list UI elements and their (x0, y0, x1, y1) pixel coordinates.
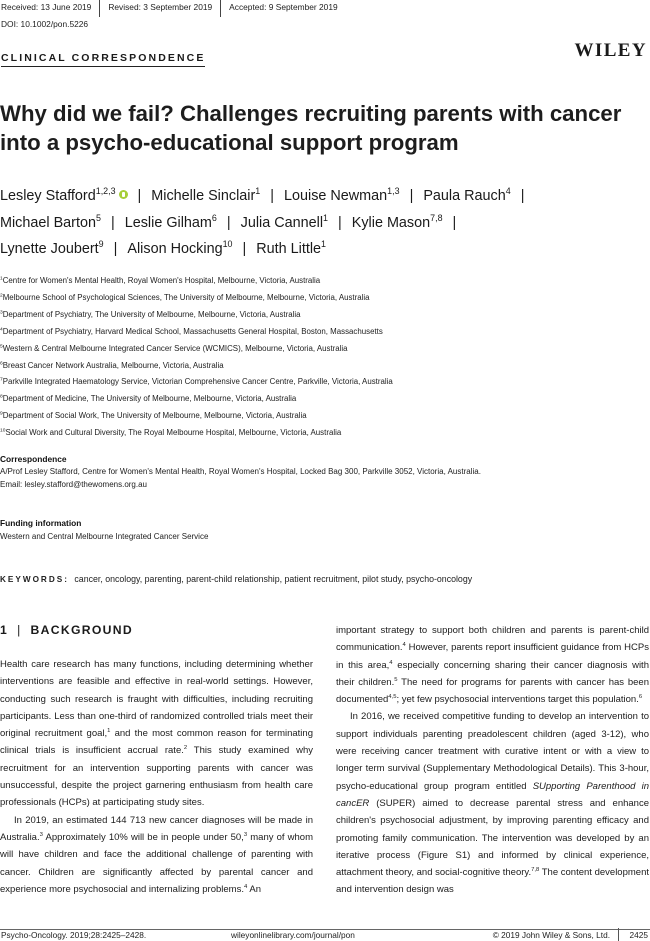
revised-date: Revised: 3 September 2019 (100, 0, 221, 17)
affiliation: $^7$Parkville Integrated Haematology Service, Victorian Comprehensive Cancer Centre, Parkville, Victoria, Australia (0, 377, 393, 387)
section-heading: 1 | BACKGROUND (0, 623, 133, 637)
correspondence-block (0, 453, 646, 491)
author[interactable]: Louise Newman$^{1,3}$ (283, 186, 400, 204)
affiliation: $^2$Melbourne School of Psychological Sciences, The University of Melbourne, Melbourne, Victoria, Australia (0, 292, 370, 302)
paragraph: In 2016, we received competitive funding to develop an intervention to support individuals parenting preadolescent children (aged 3-12), who were receiving cancer treatment with curative intent or with a view to longer term survival (Supplementary Methodological Details). This 3-hour, psycho-educational group program entitled SUpporting Parenthood in cancER (SUPER) aimed to decrease parental stress and enhance children's psychosocial adjustment, by improving parenting efficacy and promoting family communication. The intervention was developed by an iterative process (Figure S1) and informed by clinical experience, attachment theory, and social-cognitive theory.$^{7,8}$ The content development and intervention design was (336, 711, 649, 896)
article-title: Why did we fail? Challenges recruiting parents with cancer into a psycho-educational support program (0, 101, 622, 155)
correspondence-heading: Correspondence (0, 454, 67, 464)
dates-bar (0, 0, 346, 17)
author[interactable]: Leslie Gilham$^6$ (124, 212, 217, 231)
author[interactable]: Lesley Stafford$^{1,2,3}$ (0, 188, 128, 204)
journal-citation: Psycho-Oncology. 2019;28:2425–2428. (1, 930, 147, 940)
publisher-logo: WILEY (574, 40, 647, 61)
author[interactable]: Alison Hocking$^{10}$ (127, 239, 233, 257)
author-separator: | (113, 241, 118, 257)
author[interactable]: Kylie Mason$^{7,8}$ (351, 212, 443, 231)
affiliation-list (0, 273, 646, 442)
author-separator: | (137, 188, 142, 204)
affiliation: $^1$Centre for Women's Mental Health, Royal Women's Hospital, Melbourne, Victoria, Australia (0, 276, 321, 285)
author[interactable]: Ruth Little$^1$ (256, 239, 327, 257)
affiliation: $^4$Department of Psychiatry, Harvard Medical School, Massachusetts General Hospital, Boston, Massachusetts (0, 326, 383, 336)
affiliation: $^5$Western & Central Melbourne Integrated Cancer Service (WCMICS), Melbourne, Victoria, Australia (0, 343, 348, 353)
author[interactable]: Michael Barton$^5$ (0, 212, 101, 231)
correspondence-address: A/Prof Lesley Stafford, Centre for Women's Mental Health, Royal Women's Hospital, Locked Bag 300, Parkville 3052, Victoria, Australia. (0, 466, 481, 476)
funding-heading: Funding information (0, 518, 82, 528)
keywords-text: cancer, oncology, parenting, parent-child relationship, patient recruitment, pilot study, psycho-oncology (74, 574, 473, 584)
affiliation: $^9$Department of Social Work, The University of Melbourne, Melbourne, Victoria, Australia (0, 411, 307, 421)
body-column-left (0, 622, 313, 898)
author[interactable]: Julia Cannell$^1$ (240, 212, 328, 231)
author-separator: | (226, 214, 231, 231)
author-separator: | (270, 188, 274, 204)
author-separator: | (452, 214, 457, 231)
page-number: 2425 (629, 930, 648, 940)
author[interactable]: Michelle Sinclair$^1$ (151, 186, 261, 204)
keywords (0, 574, 646, 584)
affiliation: $^6$Breast Cancer Network Australia, Melbourne, Victoria, Australia (0, 360, 224, 370)
affiliation: $^{10}$Social Work and Cultural Diversity, The Royal Melbourne Hospital, Melbourne, Victoria, Australia (0, 428, 342, 438)
author-separator: | (409, 188, 414, 204)
funding-block (0, 517, 646, 543)
body-column-right (336, 622, 649, 899)
author-separator: | (242, 241, 247, 257)
author-separator: | (110, 214, 115, 231)
section-label: CLINICAL CORRESPONDENCE (1, 52, 205, 67)
author-separator: | (520, 188, 525, 204)
journal-url[interactable]: wileyonlinelibrary.com/journal/pon (231, 930, 355, 940)
correspondence-email[interactable]: Email: lesley.stafford@thewomens.org.au (0, 479, 148, 489)
doi[interactable]: DOI: 10.1002/pon.5226 (1, 19, 89, 29)
page-footer (0, 930, 650, 941)
author-separator: | (338, 214, 342, 231)
keywords-label: KEYWORDS: (0, 575, 69, 584)
author[interactable]: Paula Rauch$^4$ (423, 186, 511, 204)
paragraph: Health care research has many functions, including determining whether interventions are feasible and effective in real-world settings. However, conducting such research is fraught with difficulties, including recruiting participants. Less than one-third of randomized controlled trials meet their original recruitment goal,$^1$ and the most common reason for terminating clinical trials is insufficient accrual rate.$^2$ This study examined why recruitment for an intervention supporting parents with cancer was unsuccessful, despite the project garnering enthusiasm from health care professionals (HCPs) at participating study sites. (0, 659, 313, 809)
paragraph: important strategy to support both children and parents is parent-child communication.$^4$ However, parents report insufficient guidance from HCPs in this area,$^4$ especially concerning sharing their cancer diagnosis with their children.$^5$ The need for programs for parents with cancer has been documented$^{4,5}$; yet few psychosocial interventions target this population.$^6$ (336, 625, 650, 706)
author-list (0, 183, 646, 263)
accepted-date: Accepted: 9 September 2019 (229, 2, 338, 12)
affiliation: $^8$Department of Medicine, The University of Melbourne, Melbourne, Victoria, Australia (0, 394, 297, 404)
author[interactable]: Lynette Joubert$^9$ (0, 239, 104, 257)
copyright: © 2019 John Wiley & Sons, Ltd. (492, 930, 610, 940)
paragraph: In 2019, an estimated 144 713 new cancer diagnoses will be made in Australia.$^3$ Approximately 10% will be in people under 50,$^3$ many of whom will have children and face the additional challenge of parenting with cancer. Children are significantly affected by parental cancer and experience more psychosocial and internalizing problems.$^4$ An (0, 814, 314, 895)
affiliation: $^3$Department of Psychiatry, The University of Melbourne, Melbourne, Victoria, Australia (0, 309, 301, 319)
received-date: Received: 13 June 2019 (0, 0, 100, 17)
footer-divider (618, 928, 619, 941)
funding-text: Western and Central Melbourne Integrated Cancer Service (0, 532, 209, 541)
orcid-icon[interactable] (119, 190, 128, 199)
